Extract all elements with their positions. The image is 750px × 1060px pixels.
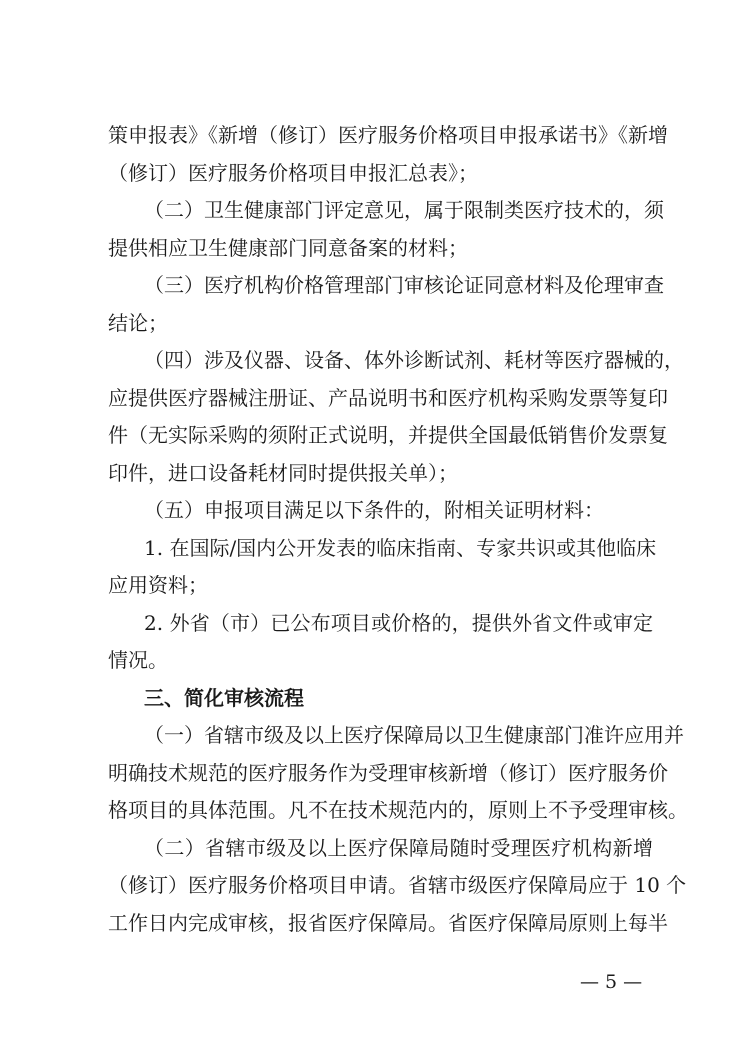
text-line: （二）卫生健康部门评定意见，属于限制类医疗技术的，须: [144, 198, 664, 222]
page-number: — 5 —: [580, 971, 643, 993]
text-line: （修订）医疗服务价格项目申报汇总表》；: [108, 160, 478, 185]
section-heading: 三、简化审核流程: [144, 685, 304, 710]
text-line: 明确技术规范的医疗服务作为受理审核新增（修订）医疗服务价: [108, 760, 668, 785]
text-line: 策申报表》《新增（修订）医疗服务价格项目申报承诺书》《新增: [108, 123, 668, 147]
text-line: 工作日内完成审核，报省医疗保障局。省医疗保障局原则上每半: [108, 910, 668, 935]
text-line: 结论；: [108, 310, 168, 335]
text-line: 印件，进口设备耗材同时提供报关单）；: [108, 460, 458, 485]
text-line: 应提供医疗器械注册证、产品说明书和医疗机构采购发票等复印: [108, 385, 668, 410]
text-line: （五）申报项目满足以下条件的，附相关证明材料：: [144, 498, 604, 522]
text-line: （四）涉及仪器、设备、体外诊断试剂、耗材等医疗器械的，: [144, 348, 684, 372]
text-line: 件（无实际采购的须附正式说明，并提供全国最低销售价发票复: [108, 423, 668, 447]
text-line: （二）省辖市级及以上医疗保障局随时受理医疗机构新增: [144, 835, 653, 860]
text-line: 2. 外省（市）已公布项目或价格的，提供外省文件或审定: [144, 610, 653, 635]
text-line: （修订）医疗服务价格项目申请。省辖市级医疗保障局应于 10 个: [108, 873, 687, 897]
text-line: 情况。: [108, 648, 168, 672]
text-line: （三）医疗机构价格管理部门审核论证同意材料及伦理审查: [144, 273, 664, 297]
text-line: 应用资料；: [108, 573, 208, 597]
document-body: [108, 117, 688, 942]
text-line: 1. 在国际/国内公开发表的临床指南、专家共识或其他临床: [144, 535, 657, 560]
text-line: 格项目的具体范围。凡不在技术规范内的，原则上不予受理审核。: [108, 798, 688, 822]
text-line: （一）省辖市级及以上医疗保障局以卫生健康部门准许应用并: [144, 723, 684, 747]
text-line: 提供相应卫生健康部门同意备案的材料；: [108, 235, 468, 260]
